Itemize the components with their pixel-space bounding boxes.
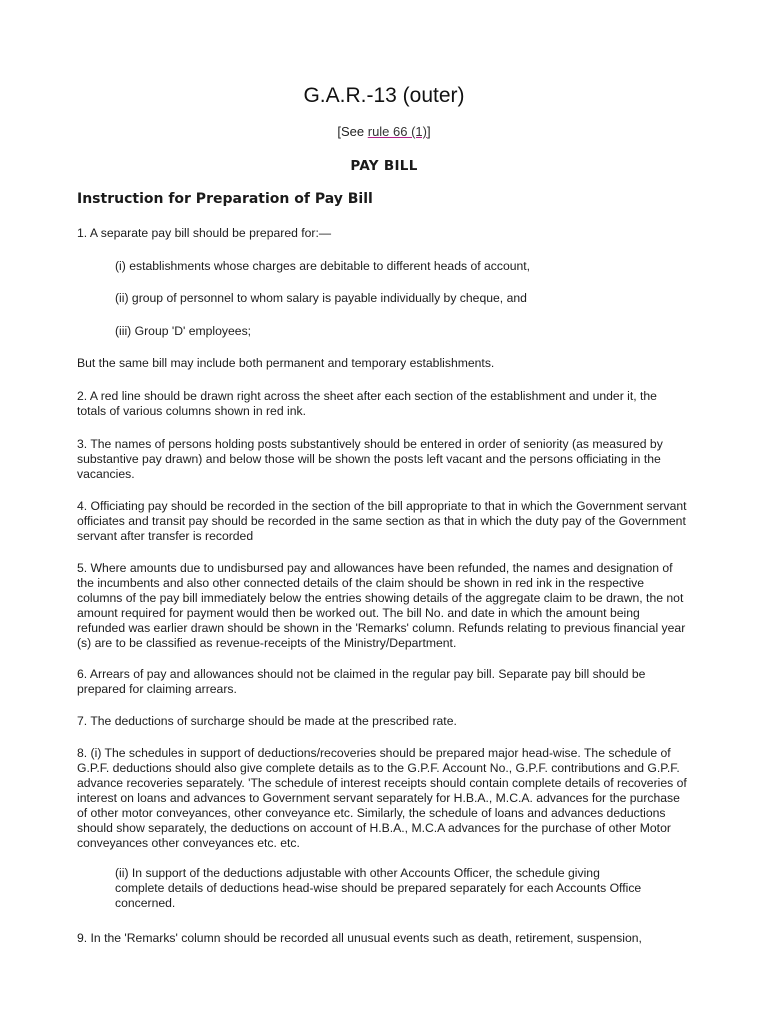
paragraph-1-note: But the same bill may include both permanent and temporary establishments. xyxy=(77,356,495,370)
paragraph-1-iii: (iii) Group 'D' employees; xyxy=(115,324,252,338)
rule-reference xyxy=(0,124,768,139)
rule-reference-suffix: ] xyxy=(426,124,431,139)
paragraph-4: 4. Officiating pay should be recorded in the section of the bill appropriate to that in which the Government servant officiates and transit pay should be recorded in the same section as that in which the duty pay of the Government servant after transfer is recorded xyxy=(77,499,687,543)
paragraph-7: 7. The deductions of surcharge should be made at the prescribed rate. xyxy=(77,714,457,728)
paragraph-8-ii: (ii) In support of the deductions adjustable with other Accounts Officer, the schedule giving complete details of deductions head-wise should be prepared separately for each Accounts Office concerned. xyxy=(115,866,642,910)
form-title: G.A.R.-13 (outer) xyxy=(303,84,465,107)
paragraph-5: 5. Where amounts due to undisbursed pay and allowances have been refunded, the names and designation of the incumbents and also other connected details of the claim should be shown in red ink in the respective columns of the pay bill immediately below the entries showing details of the aggregate claim to be drawn, the not amount required for payment would then be worked out. The bill No. and date in which the amount being refunded was earlier drawn should be shown in the 'Remarks' column. Refunds relating to previous financial year (s) are to be classified as revenue-receipts of the Ministry/Department. xyxy=(77,561,686,650)
paragraph-9: 9. In the 'Remarks' column should be recorded all unusual events such as death, retirement, suspension, xyxy=(77,931,642,945)
paragraph-1-i: (i) establishments whose charges are debitable to different heads of account, xyxy=(115,259,531,273)
section-heading: Instruction for Preparation of Pay Bill xyxy=(77,191,373,207)
paragraph-1: 1. A separate pay bill should be prepared for:— xyxy=(77,226,332,240)
rule-link[interactable]: rule 66 (1) xyxy=(367,124,427,139)
rule-reference-prefix: [See xyxy=(337,124,368,139)
paragraph-8-i: 8. (i) The schedules in support of deductions/recoveries should be prepared major head-wise. The schedule of G.P.F. deductions should also give complete details as to the G.P.F. Account No., G.P.F. contributions and G.P.F. advance recoveries separately. 'The schedule of interest receipts should contain complete details of recoveries of interest on loans and advances to Government servant separately for H.B.A., M.C.A. advances for the purchase of other motor conveyances, other conveyance etc. Similarly, the schedule of loans and advances deductions should show separately, the deductions on account of H.B.A., M.C.A advances for the purchase of other Motor conveyances other conveyances etc. etc. xyxy=(77,746,687,850)
paragraph-2: 2. A red line should be drawn right across the sheet after each section of the establishment and under it, the totals of various columns shown in red ink. xyxy=(77,389,657,418)
paragraph-1-ii: (ii) group of personnel to whom salary is payable individually by cheque, and xyxy=(115,291,527,305)
paragraph-3: 3. The names of persons holding posts substantively should be entered in order of seniority (as measured by substantive pay drawn) and below those will be shown the posts left vacant and the persons officiating in the vacancies. xyxy=(77,437,663,481)
pay-bill-subtitle: PAY BILL xyxy=(350,158,418,174)
paragraph-6: 6. Arrears of pay and allowances should not be claimed in the regular pay bill. Separate pay bill should be prepared for claiming arrears. xyxy=(77,667,646,696)
